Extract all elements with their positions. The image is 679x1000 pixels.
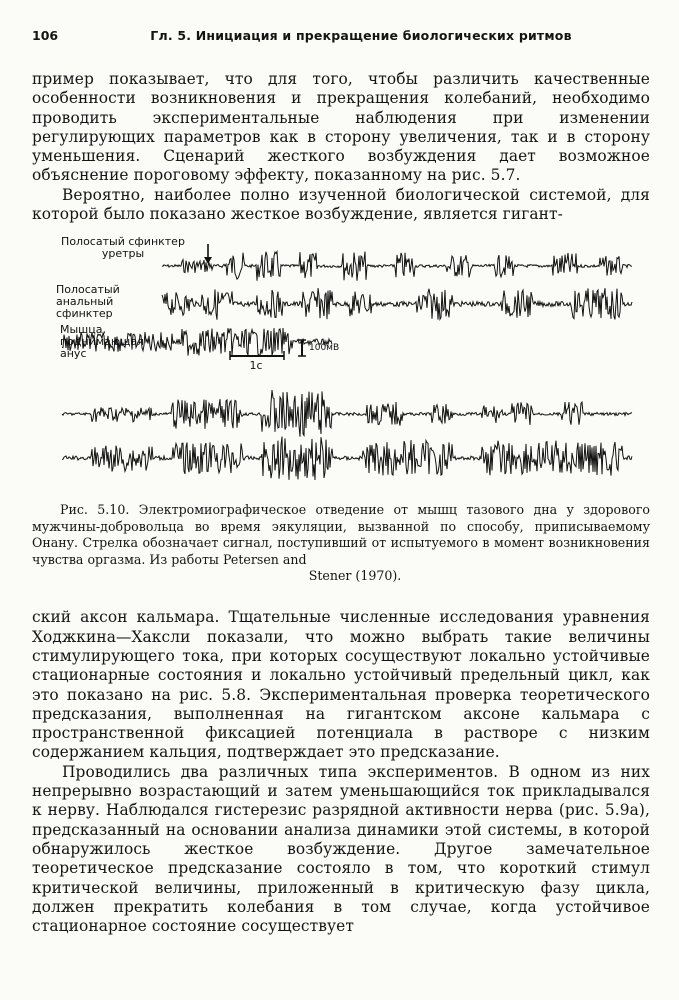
emg-trace-2-upper [62,390,632,437]
emg-trace-2-lower [62,437,632,480]
paragraph: Проводились два различных типа экспериментов. В одном из них непрерывно возрастающий и затем уменьшающийся ток прикладывался к нерву. Наблюдался гистерезис разрядной активности нерва (рис. 5.9а), предсказанный на основании анализа динамики этой системы, в которой обнаружилось жесткое возбуждение. Другое замечательное теоретическое предсказание состояло в том, что короткий стимул критической величины, приложенный в критическую фазу цикла, должен прекратить колебания в том случае, когда устойчивое стационарное состояние сосуществует [32,762,650,936]
paragraph: Вероятно, наиболее полно изученной биологической системой, для которой было показано жесткое возбуждение, является гигант- [32,185,650,224]
paragraph: ский аксон кальмара. Тщательные численные исследования уравнения Ходжкина—Хаксли показали, что можно выбрать такие величины стимулирующего тока, при которых сосуществуют локально устойчивые стационарные состояния и локально устойчивый предельный цикл, как это показано на рис. 5.8. Экспериментальная проверка теоретического предсказания, выполненная на гигантском аксоне кальмара с пространственной фиксацией потенциала в растворе с низким содержанием кальция, подтверждает это предсказание. [32,608,650,762]
scale-time-label: 1с [249,359,263,373]
figure-5-10 [32,232,650,602]
running-title: Гл. 5. Инициация и прекращение биологических ритмов [150,28,572,43]
emg-trace-urethra [162,252,632,281]
running-header [32,28,650,50]
label-levator-ani: Мышца, поднимающая анус [60,323,144,361]
paragraph: пример показывает, что для того, чтобы различить качественные особенности возникновения и прекращения колебаний, необходимо проводить экспериментальные наблюдения при изменении регулирующих параметров как в сторону увеличения, так и в сторону уменьшения. Сценарий жесткого возбуждения дает возможное объяснение пороговому эффекту, показанному на рис. 5.7. [32,70,650,185]
label-anal-sphincter: Полосатый анальный сфинктер [56,283,120,321]
caption-text: Рис. 5.10. Электромиографическое отведение от мышц тазового дна у здорового мужчины-добровольца во время эякуляции, вызванной по способу, приписываемому Онану. Стрелка обозначает сигнал, поступивший от испытуемого в момент возникновения чувства оргазма. Из работы Petersen and [32,502,650,567]
scale-voltage-label: 100мВ [309,343,340,354]
label-urethra-sphincter: Полосатый сфинктер уретры [61,235,185,261]
caption-citation: Stener (1970). [308,568,402,584]
figure-caption [32,502,650,585]
arrow-icon [204,244,212,264]
emg-trace-anal [162,288,632,320]
page-number: 106 [32,28,59,43]
text-block-bottom [32,608,650,936]
text-block-top [32,70,650,224]
emg-recording [32,232,650,494]
book-page [32,28,650,936]
